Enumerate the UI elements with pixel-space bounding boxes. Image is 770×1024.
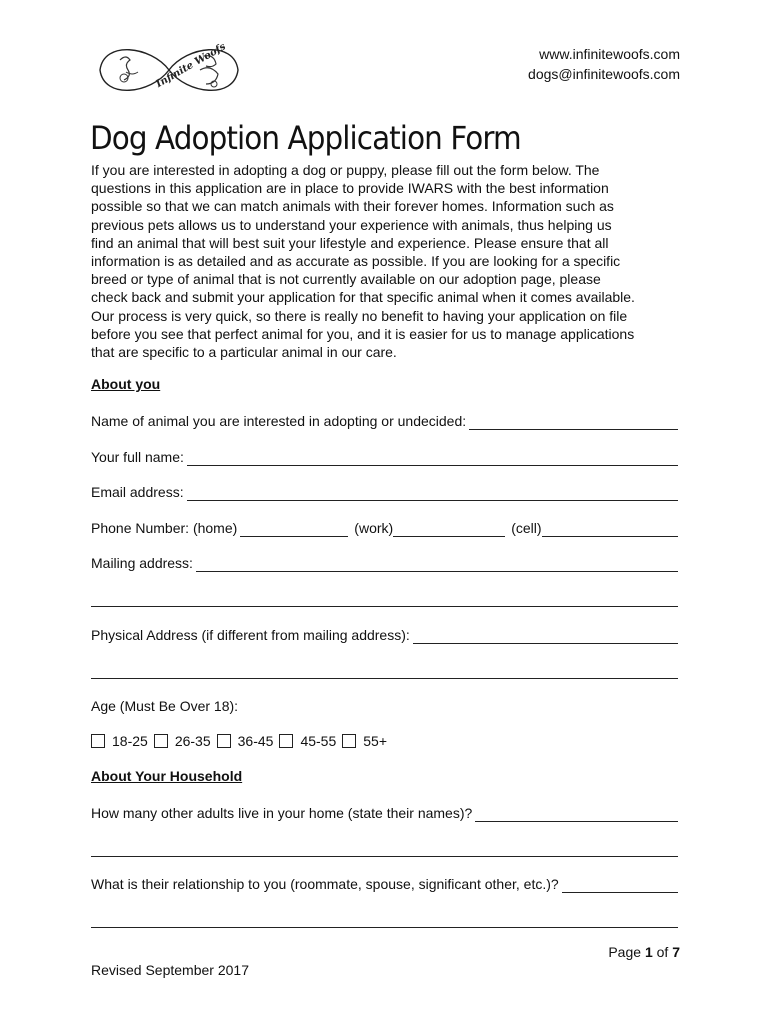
age-options xyxy=(91,733,393,749)
relationship-line-2[interactable] xyxy=(91,927,678,928)
infinite-woofs-logo xyxy=(96,36,242,104)
phone-work-label: (work) xyxy=(354,520,394,536)
revision-date: Revised September 2017 xyxy=(91,962,249,978)
age-label: Age (Must Be Over 18): xyxy=(91,698,239,714)
age-checkbox-18-25[interactable] xyxy=(91,734,105,748)
phone-work-input-line[interactable] xyxy=(393,522,505,537)
age-option-label: 36-45 xyxy=(237,733,274,749)
page-word: Page xyxy=(608,944,642,960)
mailing-address-label: Mailing address: xyxy=(91,555,193,571)
website-link[interactable]: www.infinitewoofs.com xyxy=(539,46,680,62)
contact-block xyxy=(528,44,680,84)
mailing-address-field[interactable] xyxy=(91,554,678,572)
age-option-label: 55+ xyxy=(363,733,387,749)
page-total: 7 xyxy=(672,944,680,960)
mailing-address-line-2[interactable] xyxy=(91,606,678,607)
other-adults-field[interactable] xyxy=(91,804,678,822)
phone-home-input-line[interactable] xyxy=(240,522,348,537)
phone-cell-input-line[interactable] xyxy=(542,522,678,537)
age-option-label: 18-25 xyxy=(112,733,148,749)
relationship-input-line[interactable] xyxy=(562,878,678,893)
age-checkbox-26-35[interactable] xyxy=(154,734,168,748)
other-adults-line-2[interactable] xyxy=(91,856,678,857)
relationship-label: What is their relationship to you (roommate, spouse, significant other, etc.)? xyxy=(91,876,559,892)
svg-text:Infinite Woofs: Infinite Woofs xyxy=(154,41,228,91)
intro-line: information is as detailed and as accurate as possible. If you are looking for a specific xyxy=(91,253,621,270)
page-number xyxy=(608,944,680,960)
phone-cell-label: (cell) xyxy=(511,520,542,536)
page-of: of xyxy=(656,944,669,960)
intro-line: questions in this application are in place to provide IWARS with the best information xyxy=(91,180,609,197)
mailing-address-input-line[interactable] xyxy=(196,557,678,572)
page-title: Dog Adoption Application Form xyxy=(90,119,521,157)
age-checkbox-36-45[interactable] xyxy=(217,734,231,748)
physical-address-line-2[interactable] xyxy=(91,678,678,679)
physical-address-field[interactable] xyxy=(91,626,678,644)
email-label: Email address: xyxy=(91,484,184,500)
intro-line: Our process is very quick, so there is really no benefit to having your application on file xyxy=(91,307,628,324)
phone-field[interactable] xyxy=(91,519,678,537)
other-adults-input-line[interactable] xyxy=(475,807,678,822)
intro-line: previous pets allows us to understand your experience with animals, thus helping us xyxy=(91,216,612,233)
age-checkbox-55-plus[interactable] xyxy=(342,734,356,748)
age-option-label: 26-35 xyxy=(174,733,211,749)
animal-name-field[interactable] xyxy=(91,412,678,430)
intro-line: check back and submit your application for that specific animal when it comes available. xyxy=(91,289,635,306)
other-adults-label: How many other adults live in your home (state their names)? xyxy=(91,805,473,821)
email-field[interactable] xyxy=(91,483,678,501)
animal-name-input-line[interactable] xyxy=(469,415,678,430)
physical-address-label: Physical Address (if different from mailing address): xyxy=(91,627,410,643)
page-current: 1 xyxy=(644,944,653,960)
age-field xyxy=(91,697,678,715)
email-input-line[interactable] xyxy=(187,486,678,501)
email-link[interactable]: dogs@infinitewoofs.com xyxy=(528,66,680,82)
intro-line: possible so that we can match animals with their forever homes. Information such as xyxy=(91,198,614,215)
intro-line: find an animal that will best suit your lifestyle and experience. Please ensure that all xyxy=(91,234,609,251)
animal-name-label: Name of animal you are interested in adopting or undecided: xyxy=(91,413,467,429)
intro-line: breed or type of animal that is not currently available on our adoption page, please xyxy=(91,271,601,288)
relationship-field[interactable] xyxy=(91,875,678,893)
intro-line: If you are interested in adopting a dog or puppy, please fill out the form below. The xyxy=(91,162,600,178)
section-heading-household: About Your Household xyxy=(91,768,243,784)
full-name-field[interactable] xyxy=(91,448,678,466)
intro-paragraph xyxy=(91,161,691,361)
age-option-label: 45-55 xyxy=(300,733,337,749)
full-name-label: Your full name: xyxy=(91,449,184,465)
physical-address-input-line[interactable] xyxy=(413,629,678,644)
age-checkbox-45-55[interactable] xyxy=(279,734,293,748)
phone-home-label: Phone Number: (home) xyxy=(91,520,238,536)
intro-line: that are specific to a particular animal in our care. xyxy=(91,344,397,361)
intro-line: before you see that perfect animal for you, and it is easier for us to manage applications xyxy=(91,325,635,342)
full-name-input-line[interactable] xyxy=(187,451,678,466)
section-heading-about-you: About you xyxy=(91,376,161,392)
